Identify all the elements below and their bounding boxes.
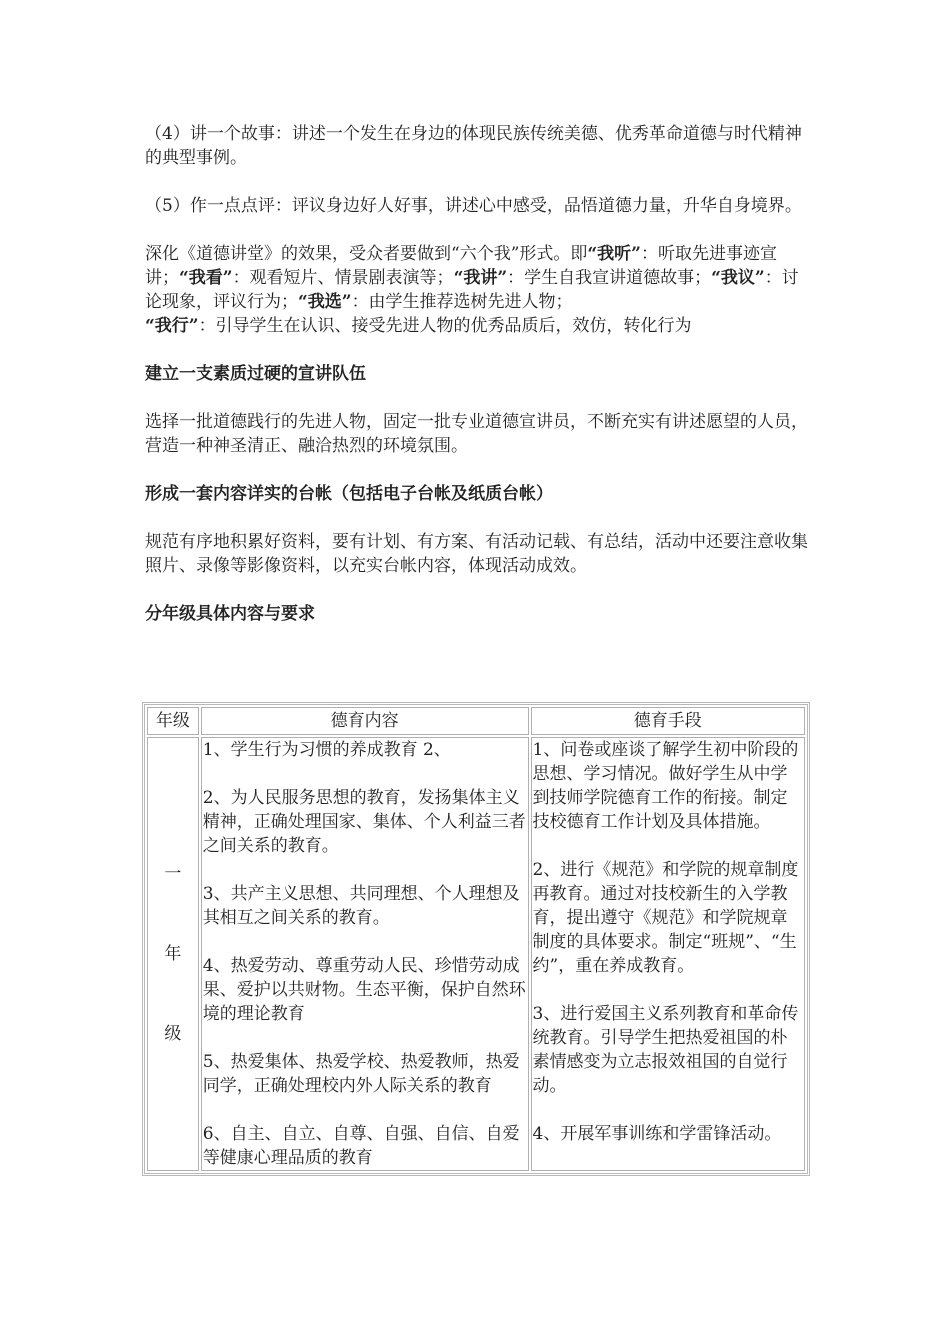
method-item: 2、进行《规范》和学院的规章制度再教育。通过对技校新生的入学教育，提出遵守《规范》和学院规章制度的具体要求。制定“班规”、“生约”，重在养成教育。 [532,860,799,976]
grade-cell [147,737,199,1171]
paragraph-team: 选择一批道德践行的先进人物，固定一批专业道德宣讲员，不断充实有讲述愿望的人员，营造一种神圣清正、融洽热烈的环境氛围。 [145,412,808,456]
heading-ledger: 形成一套内容详实的台帐（包括电子台帐及纸质台帐） [145,484,553,504]
header-grade: 年级 [147,707,199,735]
grade-char: 级 [164,1024,182,1044]
content-item: 1、学生行为习惯的养成教育 2、 [202,740,451,760]
grade-char: 年 [164,944,182,964]
heading-grade-content: 分年级具体内容与要求 [145,604,315,624]
method-item: 1、问卷或座谈了解学生初中阶段的思想、学习情况。做好学生从中学到技师学院德育工作的衔接。制定技校德育工作计划及具体措施。 [532,740,799,832]
paragraph-ledger: 规范有序地积累好资料，要有计划、有方案、有活动记载、有总结，活动中还要注意收集照片、录像等影像资料，以充实台帐内容，体现活动成效。 [145,532,808,576]
document-body [145,122,810,650]
table-header-row [147,707,805,735]
content-item: 6、自主、自立、自尊、自强、自信、自爱等健康心理品质的教育 [202,1124,520,1168]
header-method: 德育手段 [531,707,805,735]
method-item: 3、进行爱国主义系列教育和革命传统教育。引导学生把热爱祖国的朴素情感变为立志报效祖国的自觉行动。 [532,1004,799,1096]
content-item: 5、热爱集体、热爱学校、热爱教师，热爱同学，正确处理校内外人际关系的教育 [202,1052,520,1096]
grade-requirements-table [142,702,810,1176]
content-item: 2、为人民服务思想的教育，发扬集体主义精神，正确处理国家、集体、个人利益三者之间关系的教育。 [202,788,526,856]
paragraph-six-me: 深化《道德讲堂》的效果，受众者要做到“六个我”形式。即“我听”：听取先进事迹宣讲；“我看”：观看短片、情景剧表演等；“我讲”：学生自我宣讲道德故事；“我议”：讨论现象，评议行为；“我选”：由学生推荐选树先进人物； [145,244,799,312]
content-item: 4、热爱劳动、尊重劳动人民、珍惜劳动成果、爱护以共财物。生态平衡，保护自然环境的理论教育 [202,956,526,1024]
paragraph-i-act: “我行”：引导学生在认识、接受先进人物的优秀品质后，效仿，转化行为 [145,316,692,336]
header-content: 德育内容 [201,707,529,735]
grade-char: 一 [164,864,182,884]
method-item: 4、开展军事训练和学雷锋活动。 [532,1124,782,1144]
heading-team: 建立一支素质过硬的宣讲队伍 [145,364,366,384]
paragraph-tell-story: （4）讲一个故事：讲述一个发生在身边的体现民族传统美德、优秀革命道德与时代精神的典型事例。 [145,124,802,168]
paragraph-comment: （5）作一点点评：评议身边好人好事，讲述心中感受，品悟道德力量，升华自身境界。 [145,196,802,216]
table-row [147,737,805,1171]
content-item: 3、共产主义思想、共同理想、个人理想及其相互之间关系的教育。 [202,884,520,928]
content-cell [201,737,529,1171]
method-cell [531,737,805,1171]
